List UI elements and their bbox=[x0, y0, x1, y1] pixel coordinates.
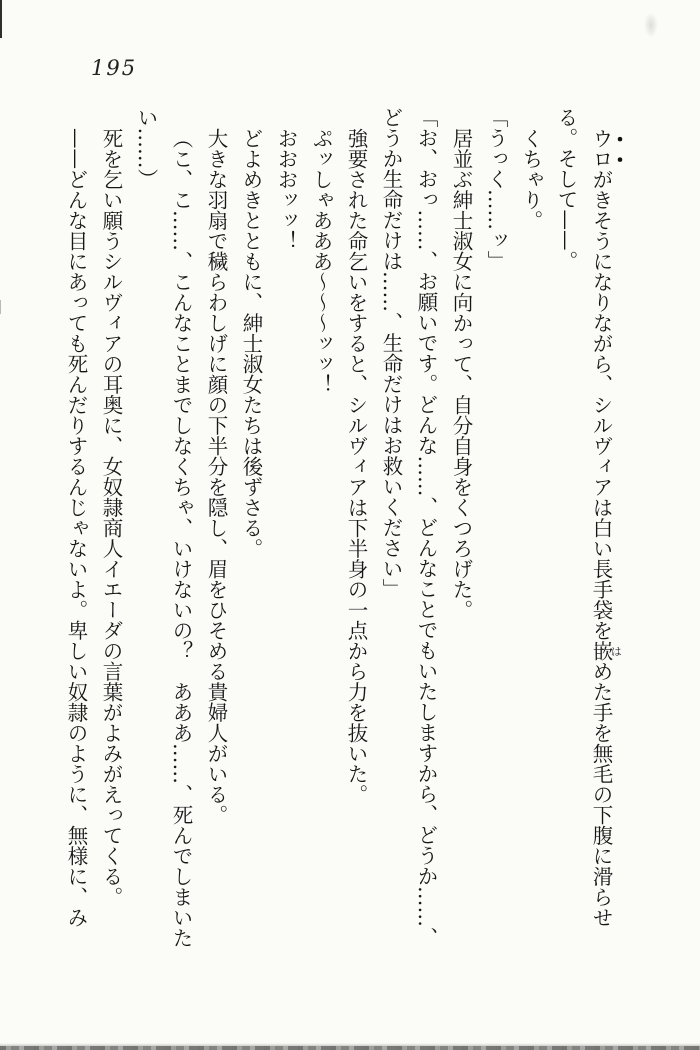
text-column: る。そして——。 bbox=[554, 107, 578, 271]
scan-smudge bbox=[644, 12, 658, 38]
page-number: 195 bbox=[91, 56, 138, 80]
text-column: 「うっく……ッ」 bbox=[484, 107, 508, 271]
text-column: （こ、こ……、こんなことまでしなくちゃ、いけないの？ あああ……、死んでしまいた bbox=[169, 127, 193, 948]
scan-artifact-left-top bbox=[0, 0, 2, 38]
page-text bbox=[58, 107, 618, 973]
text-column: どよめきとともに、紳士淑女たちは後ずさる。 bbox=[239, 127, 263, 558]
page-bottom-edge bbox=[0, 1046, 700, 1050]
text-column: い……） bbox=[134, 107, 158, 189]
text-column: ウロがきそうになりながら、シルヴィアは白い長手袋を嵌めた手を無毛の下腹に滑らせ bbox=[589, 127, 613, 927]
text-column: ぷッしゃあああ〜〜〜ッッ！ bbox=[309, 127, 333, 394]
text-column: 強要された命乞いをすると、シルヴィアは下半身の一点から力を抜いた。 bbox=[344, 127, 368, 804]
text-column: くちゃり。 bbox=[519, 127, 543, 230]
scan-artifact-left-mid bbox=[0, 300, 1, 314]
text-column: おおおッッ！ bbox=[274, 127, 298, 251]
text-column: どうか生命だけは……、生命だけはお救いください」 bbox=[379, 107, 403, 599]
emphasis-dots: ・・ bbox=[606, 129, 630, 170]
text-column: 死を乞い願うシルヴィアの耳奥に、女奴隷商人イエーダの言葉がよみがえってくる。 bbox=[99, 127, 123, 907]
furigana-label: は bbox=[611, 646, 622, 658]
text-column: ——どんな目にあっても死んだりするんじゃないよ。卑しい奴隷のように、無様に、み bbox=[64, 127, 88, 927]
text-column: 居並ぶ紳士淑女に向かって、自分自身をくつろげた。 bbox=[449, 127, 473, 620]
text-column: 「お、おっ……、お願いです。どんな……、どんなことでもいたしますから、どうか……、 bbox=[414, 107, 438, 948]
text-column: 大きな羽扇で穢らわしげに顔の下半分を隠し、眉をひそめる貴婦人がいる。 bbox=[204, 127, 228, 825]
